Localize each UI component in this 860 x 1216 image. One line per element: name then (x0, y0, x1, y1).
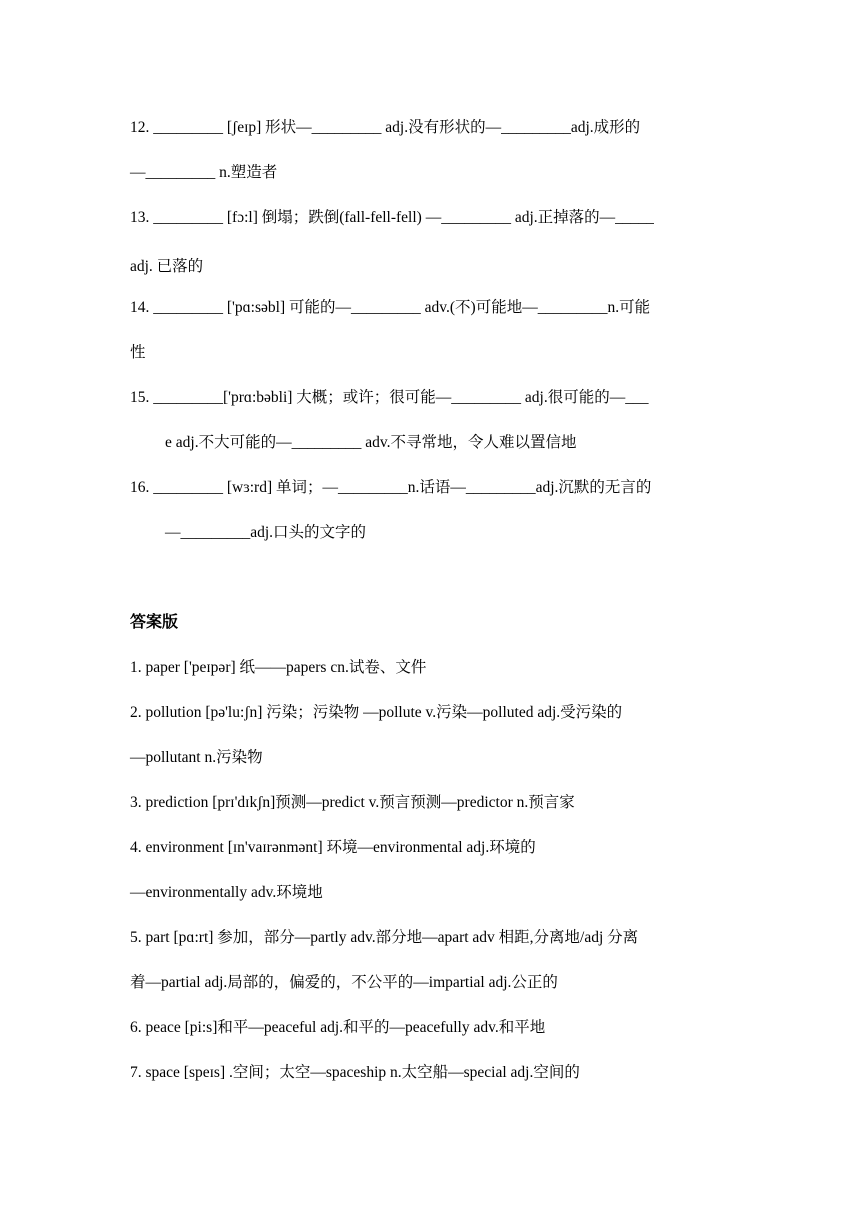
exercise-line-12b: —_________ n.塑造者 (130, 164, 278, 181)
exercise-line-12a: 12. _________ [ʃeɪp] 形状—_________ adj.没有形状的—_________adj.成形的 (130, 119, 641, 136)
exercise-line-14b: 性 (130, 344, 146, 361)
answer-line-7: 7. space [speɪs] .空间；太空—spaceship n.太空船—special adj.空间的 (130, 1064, 580, 1081)
exercise-line-15a: 15. _________['prɑ:bəbli] 大概；或许；很可能—_________ adj.很可能的—___ (130, 389, 649, 406)
answer-line-2a: 2. pollution [pə'lu:ʃn] 污染；污染物 —pollute v.污染—polluted adj.受污染的 (130, 704, 623, 721)
exercise-line-14a: 14. _________ ['pɑ:səbl] 可能的—_________ adv.(不)可能地—_________n.可能 (130, 299, 651, 316)
exercise-line-15b: e adj.不大可能的—_________ adv.不寻常地，令人难以置信地 (165, 434, 577, 451)
answer-line-6: 6. peace [pi:s]和平—peaceful adj.和平的—peacefully adv.和平地 (130, 1019, 546, 1036)
answer-line-4b: —environmentally adv.环境地 (130, 884, 323, 901)
exercise-line-13b: adj. 已落的 (130, 258, 204, 275)
exercise-line-16b: —_________adj.口头的文字的 (165, 524, 367, 541)
answer-line-3: 3. prediction [prɪ'dɪkʃn]预测—predict v.预言预测—predictor n.预言家 (130, 794, 575, 811)
exercise-line-13a: 13. _________ [fɔ:l] 倒塌；跌倒(fall-fell-fell) —_________ adj.正掉落的—_____ (130, 209, 654, 226)
answer-line-4a: 4. environment [ɪn'vaɪrənmənt] 环境—environmental adj.环境的 (130, 839, 536, 856)
answer-line-2b: —pollutant n.污染物 (130, 749, 263, 766)
answer-line-5b: 着—partial adj.局部的，偏爱的，不公平的—impartial adj.公正的 (130, 974, 558, 991)
answer-heading: 答案版 (130, 612, 179, 631)
answer-line-5a: 5. part [pɑ:rt] 参加，部分—partly adv.部分地—apart adv 相距,分离地/adj 分离 (130, 929, 639, 946)
answer-line-1: 1. paper ['peɪpər] 纸——papers cn.试卷、文件 (130, 659, 427, 676)
exercise-line-16a: 16. _________ [wɜ:rd] 单词；—_________n.话语—_________adj.沉默的无言的 (130, 479, 652, 496)
